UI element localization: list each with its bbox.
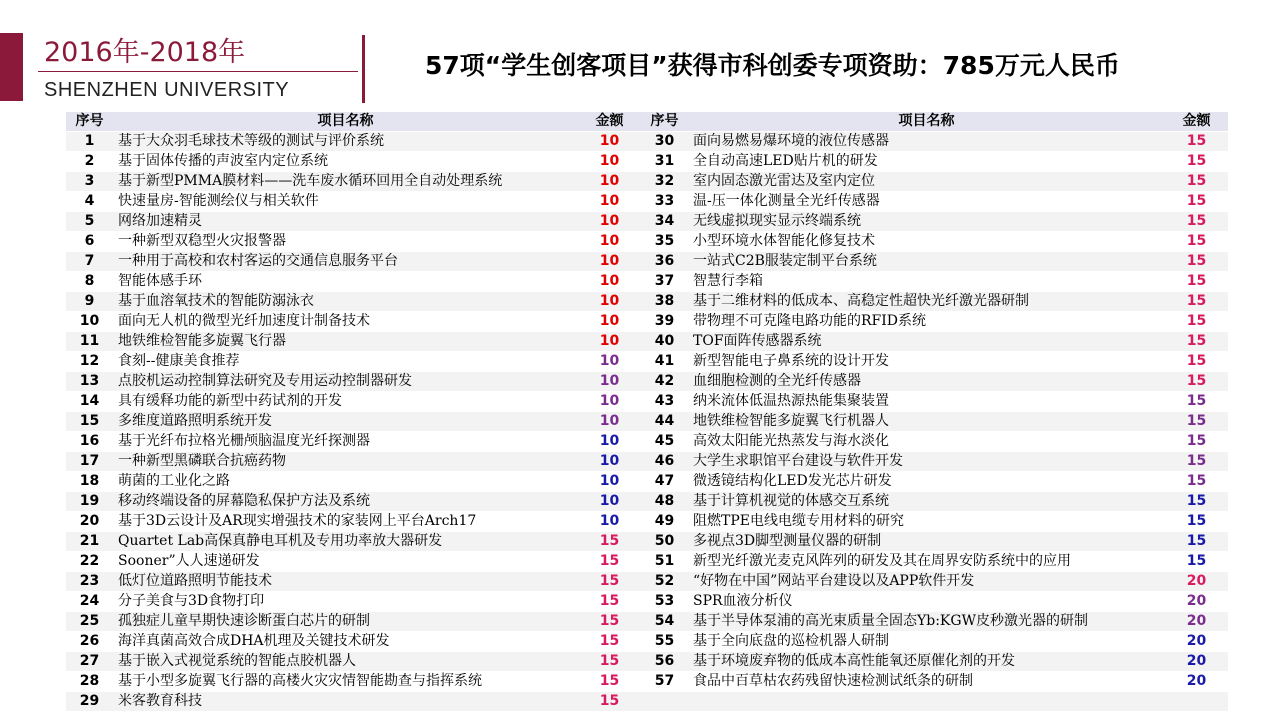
table-row <box>66 272 1228 292</box>
project-name: 食品中百草枯农药残留快速检测试纸条的研制 <box>688 672 1165 692</box>
empty-cell <box>1165 692 1228 712</box>
project-name: 室内固态激光雷达及室内定位 <box>688 172 1165 192</box>
table-row <box>66 532 1228 552</box>
row-number: 9 <box>66 292 113 312</box>
row-number: 5 <box>66 212 113 232</box>
row-number: 57 <box>641 672 688 692</box>
funding-amount: 10 <box>578 192 641 212</box>
row-number: 21 <box>66 532 113 552</box>
funding-amount: 10 <box>578 512 641 532</box>
funding-amount: 15 <box>1165 192 1228 212</box>
funding-amount: 10 <box>578 352 641 372</box>
funding-amount: 15 <box>1165 352 1228 372</box>
empty-cell <box>641 692 688 712</box>
row-number: 31 <box>641 152 688 172</box>
project-name: 全自动高速LED贴片机的研发 <box>688 152 1165 172</box>
funding-amount: 15 <box>1165 212 1228 232</box>
funding-amount: 10 <box>578 372 641 392</box>
column-header-no: 序号 <box>66 112 113 132</box>
funding-amount: 15 <box>1165 272 1228 292</box>
funding-amount: 15 <box>1165 332 1228 352</box>
table-row <box>66 492 1228 512</box>
project-name: 基于固体传播的声波室内定位系统 <box>113 152 578 172</box>
project-name: 大学生求职馆平台建设与软件开发 <box>688 452 1165 472</box>
project-name: 萌菌的工业化之路 <box>113 472 578 492</box>
project-name: 低灯位道路照明节能技术 <box>113 572 578 592</box>
funding-amount: 10 <box>578 412 641 432</box>
project-name: 阻燃TPE电线电缆专用材料的研究 <box>688 512 1165 532</box>
table-row <box>66 352 1228 372</box>
row-number: 55 <box>641 632 688 652</box>
project-name: TOF面阵传感器系统 <box>688 332 1165 352</box>
row-number: 25 <box>66 612 113 632</box>
project-name: 点胶机运动控制算法研究及专用运动控制器研发 <box>113 372 578 392</box>
project-name: 无线虚拟现实显示终端系统 <box>688 212 1165 232</box>
table-row <box>66 692 1228 712</box>
project-name: 智慧行李箱 <box>688 272 1165 292</box>
project-name: 新型光纤激光麦克风阵列的研发及其在周界安防系统中的应用 <box>688 552 1165 572</box>
row-number: 34 <box>641 212 688 232</box>
table-row <box>66 372 1228 392</box>
table-row <box>66 452 1228 472</box>
project-name: 海洋真菌高效合成DHA机理及关键技术研发 <box>113 632 578 652</box>
column-header-amount: 金额 <box>578 112 641 132</box>
funding-amount: 10 <box>578 132 641 152</box>
funding-amount: 10 <box>578 312 641 332</box>
funding-amount: 15 <box>1165 512 1228 532</box>
funding-amount: 15 <box>1165 412 1228 432</box>
empty-cell <box>688 692 1165 712</box>
funding-amount: 15 <box>578 672 641 692</box>
project-name: 基于全向底盘的巡检机器人研制 <box>688 632 1165 652</box>
funding-amount: 15 <box>1165 132 1228 152</box>
row-number: 7 <box>66 252 113 272</box>
funding-amount: 10 <box>578 432 641 452</box>
table-row <box>66 652 1228 672</box>
funding-amount: 20 <box>1165 652 1228 672</box>
project-name: 基于半导体泵浦的高光束质量全固态Yb:KGW皮秒激光器的研制 <box>688 612 1165 632</box>
project-name: 新型智能电子鼻系统的设计开发 <box>688 352 1165 372</box>
header-vertical-divider <box>362 35 365 103</box>
table-row <box>66 392 1228 412</box>
project-name: Sooner”人人速递研发 <box>113 552 578 572</box>
funding-amount: 15 <box>578 692 641 712</box>
row-number: 17 <box>66 452 113 472</box>
project-name: 地铁维检智能多旋翼飞行机器人 <box>688 412 1165 432</box>
funding-amount: 10 <box>578 292 641 312</box>
row-number: 29 <box>66 692 113 712</box>
funding-amount: 15 <box>1165 152 1228 172</box>
funding-amount: 15 <box>1165 472 1228 492</box>
year-range: 2016年-2018年 <box>44 37 246 68</box>
table-row <box>66 592 1228 612</box>
funding-amount: 15 <box>1165 452 1228 472</box>
funding-amount: 15 <box>1165 492 1228 512</box>
project-name: 多视点3D脚型测量仪器的研制 <box>688 532 1165 552</box>
funding-amount: 10 <box>578 252 641 272</box>
table-row <box>66 472 1228 492</box>
project-name: 移动终端设备的屏幕隐私保护方法及系统 <box>113 492 578 512</box>
funding-amount: 15 <box>578 532 641 552</box>
university-name: SHENZHEN UNIVERSITY <box>44 79 290 101</box>
project-name: 食刻--健康美食推荐 <box>113 352 578 372</box>
table-row <box>66 312 1228 332</box>
project-name: 高效太阳能光热蒸发与海水淡化 <box>688 432 1165 452</box>
project-name: 小型环境水体智能化修复技术 <box>688 232 1165 252</box>
project-name: 面向易燃易爆环境的液位传感器 <box>688 132 1165 152</box>
funding-amount: 15 <box>1165 532 1228 552</box>
funding-amount: 20 <box>1165 592 1228 612</box>
row-number: 35 <box>641 232 688 252</box>
project-table-body <box>66 112 1228 712</box>
funding-amount: 10 <box>578 452 641 472</box>
project-name: 基于小型多旋翼飞行器的高楼火灾灾情智能勘查与指挥系统 <box>113 672 578 692</box>
project-name: 基于大众羽毛球技术等级的测试与评价系统 <box>113 132 578 152</box>
project-name: 微透镜结构化LED发光芯片研发 <box>688 472 1165 492</box>
project-name: 智能体感手环 <box>113 272 578 292</box>
project-name: 具有缓释功能的新型中药试剂的开发 <box>113 392 578 412</box>
row-number: 45 <box>641 432 688 452</box>
row-number: 56 <box>641 652 688 672</box>
project-name: 基于嵌入式视觉系统的智能点胶机器人 <box>113 652 578 672</box>
row-number: 18 <box>66 472 113 492</box>
funding-amount: 15 <box>1165 552 1228 572</box>
project-name: 米客教育科技 <box>113 692 578 712</box>
funding-amount: 10 <box>578 472 641 492</box>
row-number: 22 <box>66 552 113 572</box>
project-name: 基于血溶氧技术的智能防溺泳衣 <box>113 292 578 312</box>
row-number: 51 <box>641 552 688 572</box>
row-number: 50 <box>641 532 688 552</box>
funding-amount: 15 <box>1165 292 1228 312</box>
header-divider <box>38 71 358 72</box>
project-name: 纳米流体低温热源热能集聚装置 <box>688 392 1165 412</box>
row-number: 28 <box>66 672 113 692</box>
table-row <box>66 292 1228 312</box>
row-number: 42 <box>641 372 688 392</box>
project-name: “好物在中国”网站平台建设以及APP软件开发 <box>688 572 1165 592</box>
project-name: 分子美食与3D食物打印 <box>113 592 578 612</box>
row-number: 46 <box>641 452 688 472</box>
table-row <box>66 212 1228 232</box>
row-number: 26 <box>66 632 113 652</box>
funding-amount: 20 <box>1165 672 1228 692</box>
row-number: 12 <box>66 352 113 372</box>
funding-amount: 10 <box>578 332 641 352</box>
row-number: 4 <box>66 192 113 212</box>
project-name: 一种新型黑磷联合抗癌药物 <box>113 452 578 472</box>
funding-amount: 20 <box>1165 572 1228 592</box>
funding-amount: 15 <box>578 572 641 592</box>
table-row <box>66 412 1228 432</box>
row-number: 47 <box>641 472 688 492</box>
row-number: 8 <box>66 272 113 292</box>
table-row <box>66 152 1228 172</box>
row-number: 16 <box>66 432 113 452</box>
funding-amount: 15 <box>1165 312 1228 332</box>
row-number: 43 <box>641 392 688 412</box>
project-name: 一种用于高校和农村客运的交通信息服务平台 <box>113 252 578 272</box>
funding-amount: 10 <box>578 232 641 252</box>
row-number: 33 <box>641 192 688 212</box>
column-header-amount: 金额 <box>1165 112 1228 132</box>
accent-bar <box>0 33 23 101</box>
row-number: 27 <box>66 652 113 672</box>
project-name: SPR血液分析仪 <box>688 592 1165 612</box>
table-row <box>66 252 1228 272</box>
funding-amount: 15 <box>1165 252 1228 272</box>
row-number: 14 <box>66 392 113 412</box>
funding-amount: 15 <box>578 592 641 612</box>
table-row <box>66 192 1228 212</box>
table-row <box>66 432 1228 452</box>
row-number: 10 <box>66 312 113 332</box>
funding-amount: 15 <box>1165 392 1228 412</box>
funding-amount: 20 <box>1165 612 1228 632</box>
row-number: 41 <box>641 352 688 372</box>
project-name: 一站式C2B服装定制平台系统 <box>688 252 1165 272</box>
column-header-name: 项目名称 <box>113 112 578 132</box>
row-number: 48 <box>641 492 688 512</box>
project-name: 地铁维检智能多旋翼飞行器 <box>113 332 578 352</box>
row-number: 20 <box>66 512 113 532</box>
row-number: 3 <box>66 172 113 192</box>
funding-amount: 15 <box>578 612 641 632</box>
table-row <box>66 232 1228 252</box>
table-row <box>66 672 1228 692</box>
funding-amount: 10 <box>578 492 641 512</box>
project-name: 基于环境废弃物的低成本高性能氧还原催化剂的开发 <box>688 652 1165 672</box>
funding-amount: 15 <box>578 552 641 572</box>
project-name: 基于二维材料的低成本、高稳定性超快光纤激光器研制 <box>688 292 1165 312</box>
funding-amount: 15 <box>1165 432 1228 452</box>
funding-amount: 15 <box>1165 372 1228 392</box>
row-number: 44 <box>641 412 688 432</box>
row-number: 52 <box>641 572 688 592</box>
row-number: 40 <box>641 332 688 352</box>
project-name: 基于光纤布拉格光栅颅脑温度光纤探测器 <box>113 432 578 452</box>
row-number: 32 <box>641 172 688 192</box>
row-number: 49 <box>641 512 688 532</box>
funding-amount: 10 <box>578 272 641 292</box>
column-header-name: 项目名称 <box>688 112 1165 132</box>
row-number: 54 <box>641 612 688 632</box>
project-name: 带物理不可克隆电路功能的RFID系统 <box>688 312 1165 332</box>
table-row <box>66 132 1228 152</box>
row-number: 2 <box>66 152 113 172</box>
row-number: 13 <box>66 372 113 392</box>
funding-amount: 15 <box>578 652 641 672</box>
table-row <box>66 572 1228 592</box>
table-row <box>66 632 1228 652</box>
project-name: Quartet Lab高保真静电耳机及专用功率放大器研发 <box>113 532 578 552</box>
row-number: 23 <box>66 572 113 592</box>
table-row <box>66 332 1228 352</box>
row-number: 15 <box>66 412 113 432</box>
table-row <box>66 552 1228 572</box>
row-number: 53 <box>641 592 688 612</box>
project-table <box>66 112 1228 712</box>
project-name: 多维度道路照明系统开发 <box>113 412 578 432</box>
table-row <box>66 512 1228 532</box>
funding-amount: 10 <box>578 392 641 412</box>
funding-amount: 15 <box>1165 232 1228 252</box>
project-name: 温-压一体化测量全光纤传感器 <box>688 192 1165 212</box>
project-name: 面向无人机的微型光纤加速度计制备技术 <box>113 312 578 332</box>
project-name: 一种新型双稳型火灾报警器 <box>113 232 578 252</box>
funding-amount: 10 <box>578 172 641 192</box>
row-number: 36 <box>641 252 688 272</box>
row-number: 24 <box>66 592 113 612</box>
page-title: 57项“学生创客项目”获得市科创委专项资助：785万元人民币 <box>425 51 1120 80</box>
funding-amount: 15 <box>1165 172 1228 192</box>
row-number: 11 <box>66 332 113 352</box>
project-name: 基于计算机视觉的体感交互系统 <box>688 492 1165 512</box>
row-number: 37 <box>641 272 688 292</box>
row-number: 6 <box>66 232 113 252</box>
funding-amount: 10 <box>578 212 641 232</box>
funding-amount: 15 <box>578 632 641 652</box>
row-number: 19 <box>66 492 113 512</box>
row-number: 30 <box>641 132 688 152</box>
project-name: 血细胞检测的全光纤传感器 <box>688 372 1165 392</box>
project-name: 快速量房-智能测绘仪与相关软件 <box>113 192 578 212</box>
table-row <box>66 172 1228 192</box>
table-row <box>66 612 1228 632</box>
funding-amount: 20 <box>1165 632 1228 652</box>
funding-amount: 10 <box>578 152 641 172</box>
project-name: 基于3D云设计及AR现实增强技术的家装网上平台Arch17 <box>113 512 578 532</box>
project-name: 网络加速精灵 <box>113 212 578 232</box>
row-number: 38 <box>641 292 688 312</box>
table-header-row <box>66 112 1228 132</box>
column-header-no: 序号 <box>641 112 688 132</box>
project-name: 基于新型PMMA膜材料——洗车废水循环回用全自动处理系统 <box>113 172 578 192</box>
project-name: 孤独症儿童早期快速诊断蛋白芯片的研制 <box>113 612 578 632</box>
row-number: 39 <box>641 312 688 332</box>
row-number: 1 <box>66 132 113 152</box>
